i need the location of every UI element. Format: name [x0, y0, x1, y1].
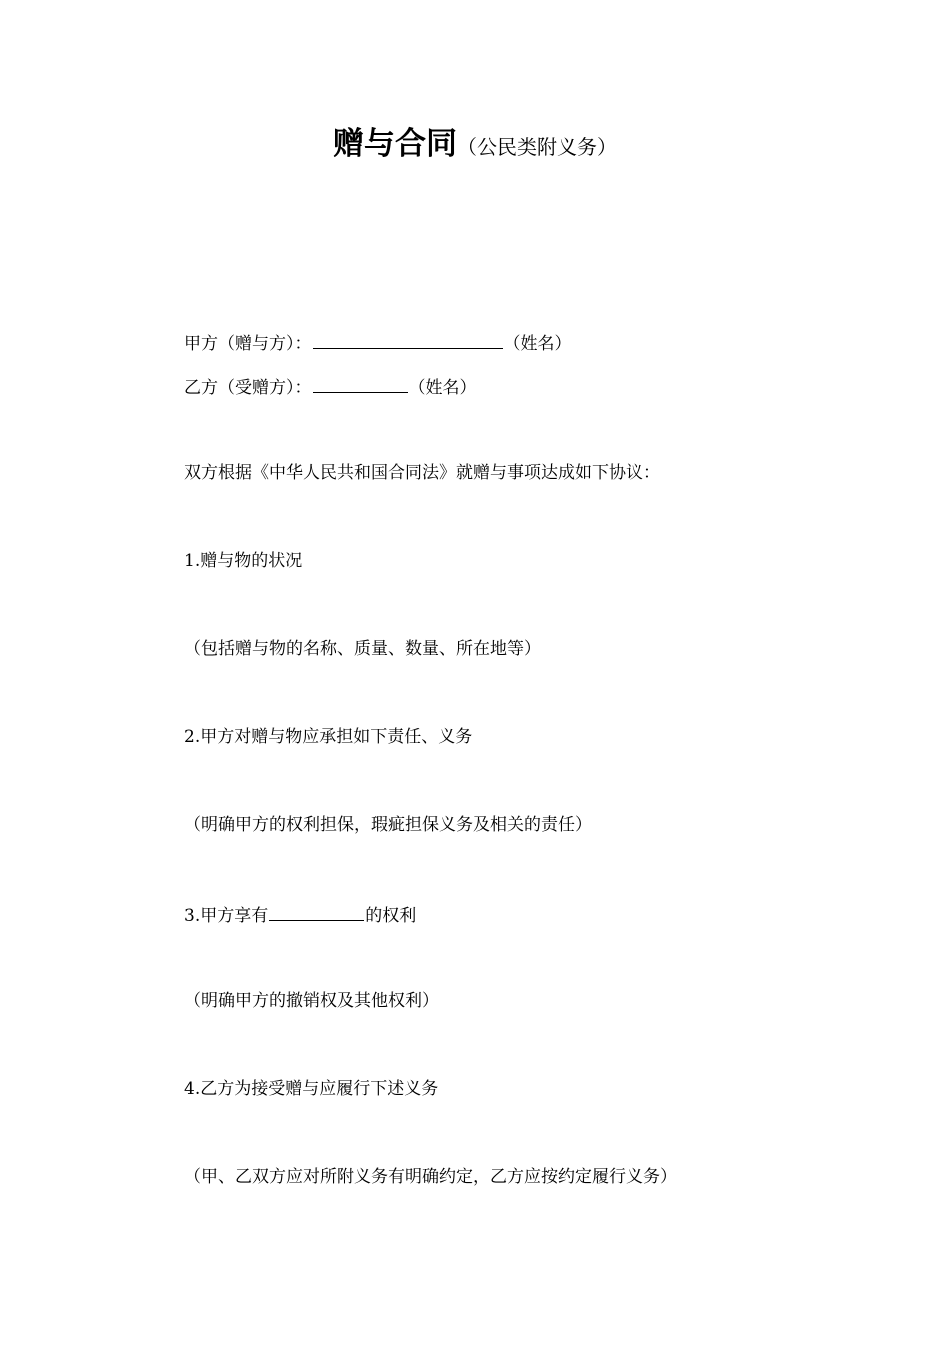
clause-2-heading: 2.甲方对赠与物应承担如下责任、义务	[184, 727, 473, 747]
clause-3-note: （明确甲方的撤销权及其他权利）	[184, 991, 439, 1011]
party-a-name-blank[interactable]	[313, 330, 503, 349]
party-b-suffix: （姓名）	[408, 378, 477, 398]
party-a-label: 甲方（赠与方）：	[184, 334, 312, 354]
clause-1-heading: 1.赠与物的状况	[184, 551, 303, 571]
party-b-label: 乙方（受赠方）：	[184, 378, 312, 398]
party-a-line	[184, 330, 572, 355]
clause-3-rights-blank[interactable]	[269, 902, 364, 921]
party-a-suffix: （姓名）	[503, 334, 572, 354]
preamble: 双方根据《中华人民共和国合同法》就赠与事项达成如下协议：	[184, 463, 660, 483]
clause-4-heading: 4.乙方为接受赠与应履行下述义务	[184, 1079, 439, 1099]
party-b-name-blank[interactable]	[313, 374, 408, 393]
party-b-line	[184, 374, 477, 399]
clause-4-note: （甲、乙双方应对所附义务有明确约定，乙方应按约定履行义务）	[184, 1167, 677, 1187]
title-subtitle: （公民类附义务）	[457, 135, 617, 159]
clause-2-note: （明确甲方的权利担保，瑕疵担保义务及相关的责任）	[184, 815, 592, 835]
clause-3-heading	[184, 902, 416, 927]
document-title	[0, 118, 950, 163]
clause-3-heading-prefix: 3.甲方享有	[184, 906, 269, 926]
title-main: 赠与合同	[333, 126, 457, 162]
clause-1-note: （包括赠与物的名称、质量、数量、所在地等）	[184, 639, 541, 659]
clause-3-heading-suffix: 的权利	[365, 906, 417, 926]
